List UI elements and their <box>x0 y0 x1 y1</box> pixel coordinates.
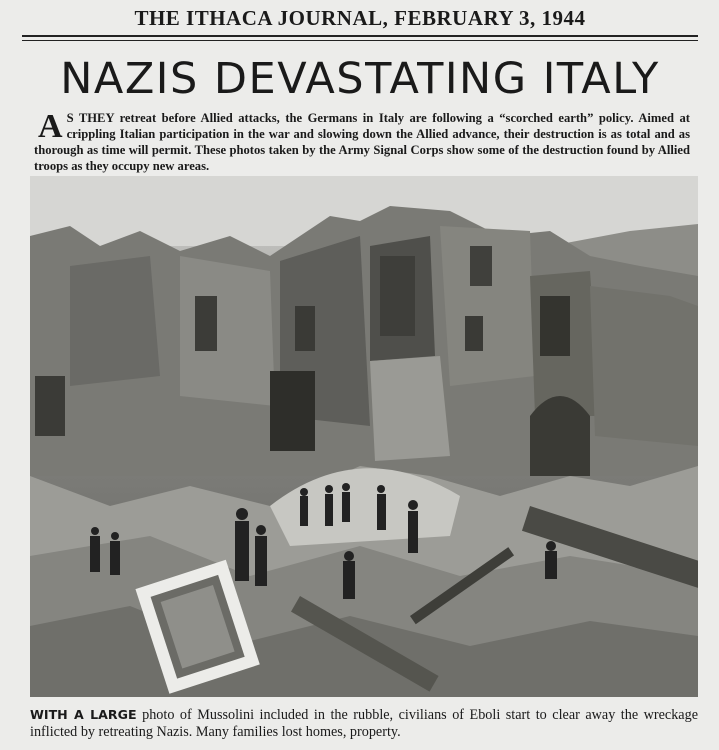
masthead: THE ITHACA JOURNAL, FEBRUARY 3, 1944 <box>134 6 586 30</box>
caption-text: photo of Mussolini included in the rubble, civilians of Eboli start to clear away the wreckage inflicted by retreating Nazis. Many families lost homes, property. <box>30 707 698 740</box>
photo-caption <box>30 706 698 741</box>
masthead-rule-thin <box>22 40 698 41</box>
ruined-town-illustration <box>30 176 698 697</box>
rubble-photo <box>30 176 698 697</box>
drop-cap: A <box>38 108 63 145</box>
caption-lead: WITH A LARGE <box>30 707 137 722</box>
intro-paragraph <box>34 110 690 174</box>
intro-text: S THEY retreat before Allied attacks, the Germans in Italy are following a “scorched earth” policy. Aimed at crippling Italian participation in the war and slowing down the Allied advance, their destruction is as total and as thorough as time will permit. These photos taken by the Army Signal Corps show some of the destruction found by Allied troops as they occupy new areas. <box>34 111 690 173</box>
masthead-rule <box>22 35 698 37</box>
headline: NAZIS DEVASTATING ITALY <box>60 54 660 104</box>
